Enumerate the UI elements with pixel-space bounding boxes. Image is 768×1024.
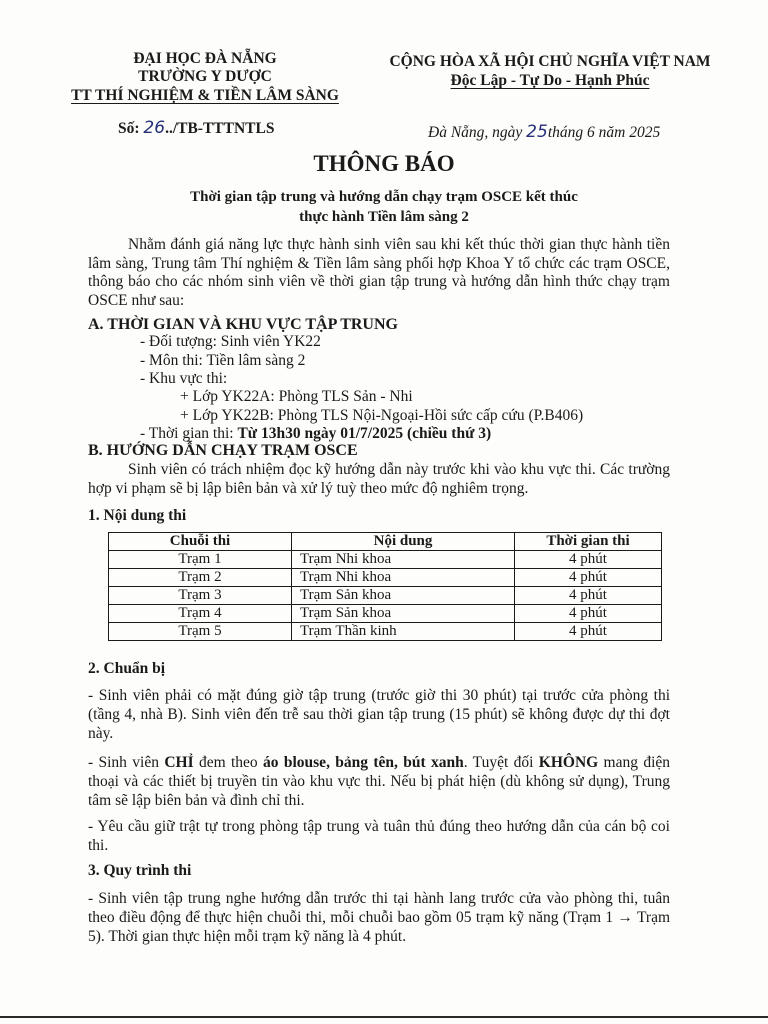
issue-date-prefix: Đà Nẵng, ngày [428,124,527,141]
content-cell: Trạm Nhi khoa [292,551,515,569]
p2-emphasis-only: CHỈ [164,754,194,771]
issuer-line-3: TT THÍ NGHIỆM & TIỀN LÂM SÀNG [71,86,339,104]
section-b-heading: B. HƯỚNG DẪN CHẠY TRẠM OSCE [88,442,358,459]
subtitle-line-1: Thời gian tập trung và hướng dẫn chạy trạm OSCE kết thúc [190,189,578,205]
p2-text: mang điện thoại và các thiết bị truyền tin vào khu vực thi. Nếu bị phát hiện (dù không sử dụng), Trung tâm sẽ lập biên bản và đình chỉ thi. [88,754,671,809]
issue-date-day-handwritten: 25 [526,122,548,142]
content-cell: Trạm Sản khoa [292,605,515,623]
preparation-paragraph-1: - Sinh viên phải có mặt đúng giờ tập trung (trước giờ thi 30 phút) tại trước cửa phòng thi (tầng 4, nhà B). Sinh viên đến trễ sau thời gian tập trung (15 phút) sẽ không được dự thi đợt này. [88,687,670,742]
page-edge-line [0,1016,768,1018]
table-header-row [109,533,662,551]
station-cell: Trạm 1 [109,551,292,569]
sub2-heading: 2. Chuẩn bị [88,660,166,677]
duration-cell: 4 phút [515,587,662,605]
p2-text: . Tuyệt đối [463,754,539,771]
exam-area-label: - Khu vực thi: [140,370,228,387]
p2-text: - Sinh viên [88,754,165,771]
section-a-heading: A. THỜI GIAN VÀ KHU VỰC TẬP TRUNG [88,316,398,333]
column-header: Chuỗi thi [109,533,292,551]
exam-area-class-a: + Lớp YK22A: Phòng TLS Sản - Nhi [180,388,413,405]
duration-cell: 4 phút [515,623,662,641]
duration-cell: 4 phút [515,605,662,623]
issue-date [428,122,660,143]
document-number-prefix: Số: [118,120,144,137]
issuer-block [40,50,370,105]
station-cell: Trạm 5 [109,623,292,641]
exam-content-table [108,532,662,641]
section-b-intro: Sinh viên có trách nhiệm đọc kỹ hướng dẫn này trước khi vào khu vực thi. Các trường hợp vi phạm sẽ bị lập biên bản và xử lý tuỳ theo mức độ nghiêm trọng. [88,461,670,497]
duration-cell: 4 phút [515,551,662,569]
exam-subject: - Môn thi: Tiền lâm sàng 2 [140,352,306,369]
column-header: Nội dung [292,533,515,551]
column-header: Thời gian thi [515,533,662,551]
table-row [109,605,662,623]
procedure-paragraph-1: - Sinh viên tập trung nghe hướng dẫn trước thi tại hành lang trước cửa vào phòng thi, tuân theo điều động để thực hiện chuỗi thi, mỗi chuỗi bao gồm 05 trạm kỹ năng (Trạm 1 → Trạm 5). Thời gian thực hiện mỗi trạm kỹ năng là 4 phút. [88,890,670,945]
content-cell: Trạm Thần kinh [292,623,515,641]
document-number [118,118,274,139]
exam-area-class-b: + Lớp YK22B: Phòng TLS Nội-Ngoại-Hồi sức cấp cứu (P.B406) [180,407,584,424]
table-row [109,623,662,641]
subtitle-line-2: thực hành Tiền lâm sàng 2 [299,208,469,225]
p2-emphasis-not: KHÔNG [538,754,599,771]
preparation-paragraph-2 [88,754,670,811]
station-cell: Trạm 2 [109,569,292,587]
intro-paragraph: Nhằm đánh giá năng lực thực hành sinh viên sau khi kết thúc thời gian thực hành tiền lâm sàng, Trung tâm Thí nghiệm & Tiền lâm sàng phối hợp Khoa Y tổ chức các trạm OSCE, thông báo cho các nhóm sinh viên về thời gian tập trung và hướng dẫn hình thức chạy trạm OSCE như sau: [88,236,670,309]
p2-text: đem theo [193,754,264,771]
station-cell: Trạm 4 [109,605,292,623]
issuer-line-1: ĐẠI HỌC ĐÀ NẴNG [133,50,277,67]
content-cell: Trạm Nhi khoa [292,569,515,587]
table-row [109,587,662,605]
table-row [109,569,662,587]
target-students: - Đối tượng: Sinh viên YK22 [140,333,321,350]
sub1-heading: 1. Nội dung thi [88,507,187,524]
country-name: CỘNG HÒA XÃ HỘI CHỦ NGHĨA VIỆT NAM [389,53,711,70]
station-cell: Trạm 3 [109,587,292,605]
motto: Độc Lập - Tự Do - Hạnh Phúc [450,72,650,90]
p2-allowed-items: áo blouse, bảng tên, bút xanh [263,754,464,771]
exam-time-label: - Thời gian thi: [140,425,238,442]
document-title: THÔNG BÁO [313,151,455,176]
table-row [109,551,662,569]
preparation-paragraph-3: - Yêu cầu giữ trật tự trong phòng tập trung và tuân thủ đúng theo hướng dẫn của cán bộ coi thi. [88,818,670,854]
exam-time-value: Từ 13h30 ngày 01/7/2025 (chiều thứ 3) [237,425,492,442]
document-number-suffix: ../TB-TTTNTLS [165,120,275,137]
duration-cell: 4 phút [515,569,662,587]
sub3-heading: 3. Quy trình thi [88,862,192,879]
issuer-line-2: TRƯỜNG Y DƯỢC [138,68,272,86]
national-motto-block [360,52,740,91]
document-subtitle [120,188,648,227]
document-number-handwritten: 26 [143,118,166,138]
content-cell: Trạm Sản khoa [292,587,515,605]
issue-date-suffix: tháng 6 năm 2025 [547,124,661,141]
